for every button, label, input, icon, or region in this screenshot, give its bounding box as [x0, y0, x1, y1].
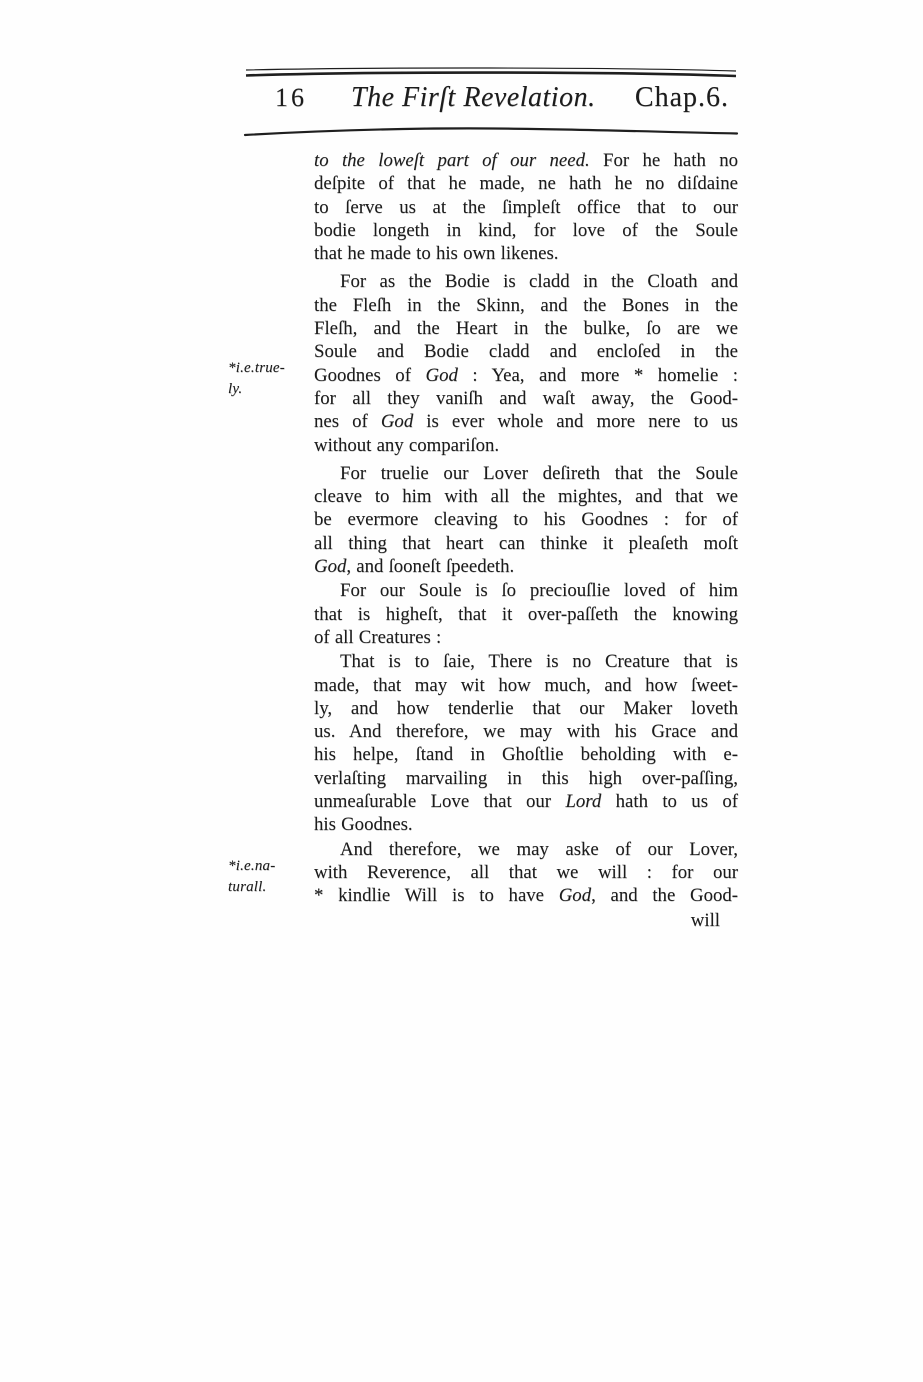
margin-note-line: *i.e.true-	[228, 360, 285, 376]
text-line: to ſerve us at the ſimpleſt office that to our	[314, 196, 738, 218]
text-line: Soule and Bodie cladd and encloſed in the	[314, 341, 738, 363]
text-line: ly, and how tenderlie that our Maker loveth	[314, 697, 738, 719]
margin-note-line: turall.	[228, 878, 267, 895]
text-line: the Fleſh in the Skinn, and the Bones in the	[314, 294, 738, 316]
header-single-rule	[243, 124, 739, 140]
text-line: with Reverence, all that we will : for our	[314, 861, 738, 883]
text-line: And therefore, we may aske of our Lover,	[340, 838, 738, 860]
text-line: to the loweſt part of our need. For he hath no	[314, 150, 738, 171]
text-line: all thing that heart can thinke it pleaſeth moſt	[314, 532, 738, 554]
paragraph	[314, 462, 738, 578]
text-line: unmeaſurable Love that our Lord hath to us of	[314, 791, 738, 813]
margin-note-line: *i.e.na-	[228, 858, 276, 874]
paragraph	[314, 650, 738, 836]
page-header	[245, 82, 737, 124]
text-line: us. And therefore, we may with his Grace and	[314, 721, 738, 743]
text-line: for all they vaniſh and waſt away, the Good-	[314, 387, 738, 409]
text-line: made, that may wit how much, and how ſweet-	[314, 674, 738, 696]
text-line: For as the Bodie is cladd in the Cloath and	[340, 271, 738, 293]
text-line: be evermore cleaving to his Goodnes : for of	[314, 509, 738, 531]
header-double-rule	[245, 66, 737, 80]
text-line: For our Soule is ſo preciouſlie loved of him	[340, 580, 738, 602]
text-line: without any compariſon.	[314, 434, 500, 456]
margin-note-naturall	[228, 856, 312, 897]
text-line: * kindlie Will is to have God, and the Good-	[314, 885, 738, 907]
page-number: 16	[275, 83, 307, 112]
text-line: Fleſh, and the Heart in the bulke, ſo are we	[314, 318, 738, 340]
text-line: nes of God is ever whole and more nere to us	[314, 411, 738, 433]
text-line: Goodnes of God : Yea, and more * homelie :	[314, 364, 738, 386]
text-line: bodie longeth in kind, for love of the Soule	[314, 219, 738, 241]
running-title: The Firſt Revelation.	[351, 82, 596, 113]
text-line: that he made to his own likenes.	[314, 243, 559, 265]
paragraph	[314, 149, 738, 265]
text-line: his Goodnes.	[314, 814, 413, 836]
paragraph	[314, 270, 738, 456]
margin-note-line: ly.	[228, 380, 243, 397]
text-line: deſpite of that he made, ne hath he no diſdaine	[314, 173, 738, 195]
catchword: will	[690, 909, 720, 931]
text-line: For truelie our Lover deſireth that the Soule	[340, 462, 738, 484]
text-line: cleave to him with all the mightes, and that we	[314, 486, 738, 508]
text-block	[314, 149, 738, 932]
text-line: verlaſting marvailing in this high over-paſſing,	[314, 767, 738, 789]
margin-note-truely	[228, 358, 312, 399]
text-line: That is to ſaie, There is no Creature that is	[340, 651, 738, 673]
paragraph	[314, 579, 738, 649]
paragraph	[314, 838, 738, 908]
text-line: God, and ſooneſt ſpeedeth.	[314, 556, 515, 578]
chapter-label: Chap.6.	[634, 82, 729, 113]
text-line: his helpe, ſtand in Ghoſtlie beholding with e-	[314, 744, 738, 766]
text-line: that is higheſt, that it over-paſſeth the knowing	[314, 603, 738, 625]
text-line: of all Creatures :	[314, 626, 442, 648]
